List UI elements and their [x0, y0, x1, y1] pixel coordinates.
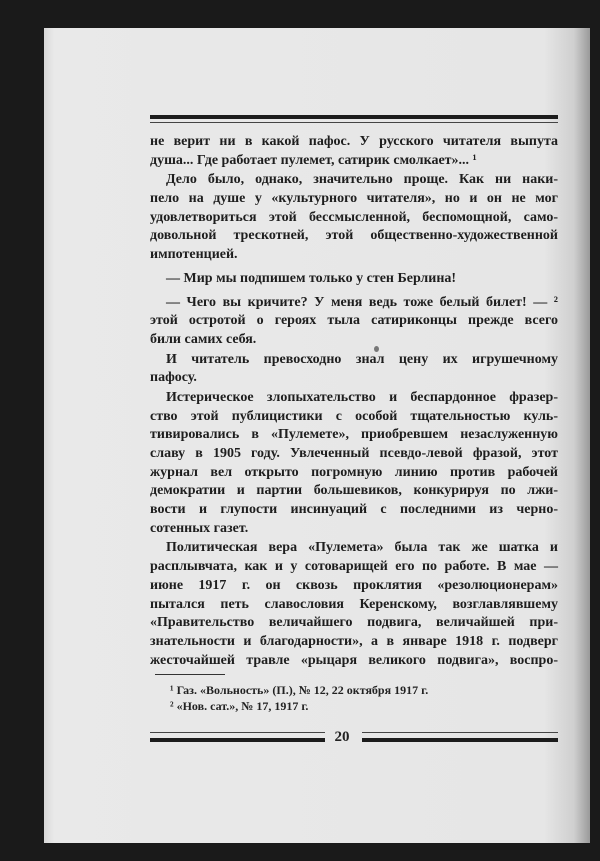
header-rule-thick: [150, 115, 558, 119]
paragraph: [150, 539, 558, 670]
text-line: не верит ни в какой пафос. У русского читателя выпута: [150, 134, 558, 149]
footnote-separator: [155, 674, 225, 675]
text-line: «Правительство величайшего подвига, величайшей при-: [150, 615, 558, 631]
paragraph: [150, 389, 558, 539]
text-line: журнал вел открыто погромную линию против рабочей: [150, 464, 558, 480]
text-line: пытался петь славословия Керенскому, возглавлявшему: [150, 596, 558, 612]
paragraph: [150, 171, 558, 264]
text-line: били самих себя.: [150, 331, 257, 347]
footer-rule-right-thin: [362, 732, 558, 733]
text-line: Дело было, однако, значительно проще. Как ни наки-: [166, 172, 558, 188]
text-line: сотенных газет.: [150, 520, 249, 536]
header-rule-thin: [150, 122, 558, 123]
page-number: 20: [334, 729, 350, 745]
text-line: ство этой публицистики с особой тщательностью куль-: [150, 408, 558, 424]
text-line: вости и глупости инсинуаций с последними из черно-: [150, 502, 558, 518]
text-line: демократии и партии большевиков, конкурируя по лжи-: [150, 483, 558, 499]
text-line: июне 1917 г. он сквозь проклятия «резолюционерам»: [150, 577, 558, 593]
text-line: пело на душе у «культурного читателя», но и он не мог: [150, 191, 558, 207]
text-line: пафосу.: [150, 370, 197, 386]
text-line: — Чего вы кричите? У меня ведь тоже белый билет! — ²: [166, 294, 558, 310]
text-line: импотенцией.: [150, 247, 238, 263]
text-line: тивировались в «Пулемете», приобревшем незаслуженную: [150, 427, 558, 443]
paragraph: [150, 294, 558, 350]
text-line: расплывчата, как и у сотоварищей его по работе. В мае —: [150, 559, 558, 575]
text-line: этой остротой о героях тыла сатириконцы прежде всего: [150, 313, 558, 329]
footer-rule-left-thick: [150, 738, 325, 742]
footnote-1: ¹ Газ. «Вольность» (П.), № 12, 22 октября 1917 г.: [170, 683, 429, 697]
paragraph: [150, 351, 558, 388]
text-line: довольной трескотней, этой общественно-художественной: [150, 228, 558, 244]
text-line: знательности и благодарности», а в январе 1918 г. подверг: [150, 633, 558, 649]
text-line: жесточайшей травле «рыцаря великого подвига», воспро-: [150, 652, 558, 668]
text-line: Истерическое злопыхательство и беспардонное фразер-: [166, 389, 558, 405]
text-line: удовлетвориться этой бессмысленной, беспомощной, само-: [150, 209, 558, 225]
footer-rule-right-thick: [362, 738, 558, 742]
footnote-2: ² «Нов. сат.», № 17, 1917 г.: [170, 699, 309, 713]
text-line: И читатель превосходно знал цену их игрушечному: [166, 351, 558, 367]
paragraph: [150, 133, 558, 170]
footer-rule-left-thin: [150, 732, 325, 733]
text-line: душа... Где работает пулемет, сатирик смолкает»... ¹: [150, 152, 477, 168]
body-text: [150, 133, 558, 671]
text-line: славу в 1905 году. Увлеченный псевдо-левой фразой, этот: [150, 446, 558, 461]
text-line: — Мир мы подпишем только у стен Берлина!: [166, 270, 457, 286]
text-line: Политическая вера «Пулемета» была так же шатка и: [166, 540, 558, 556]
paragraph: [150, 270, 558, 289]
footnotes: [170, 682, 428, 714]
